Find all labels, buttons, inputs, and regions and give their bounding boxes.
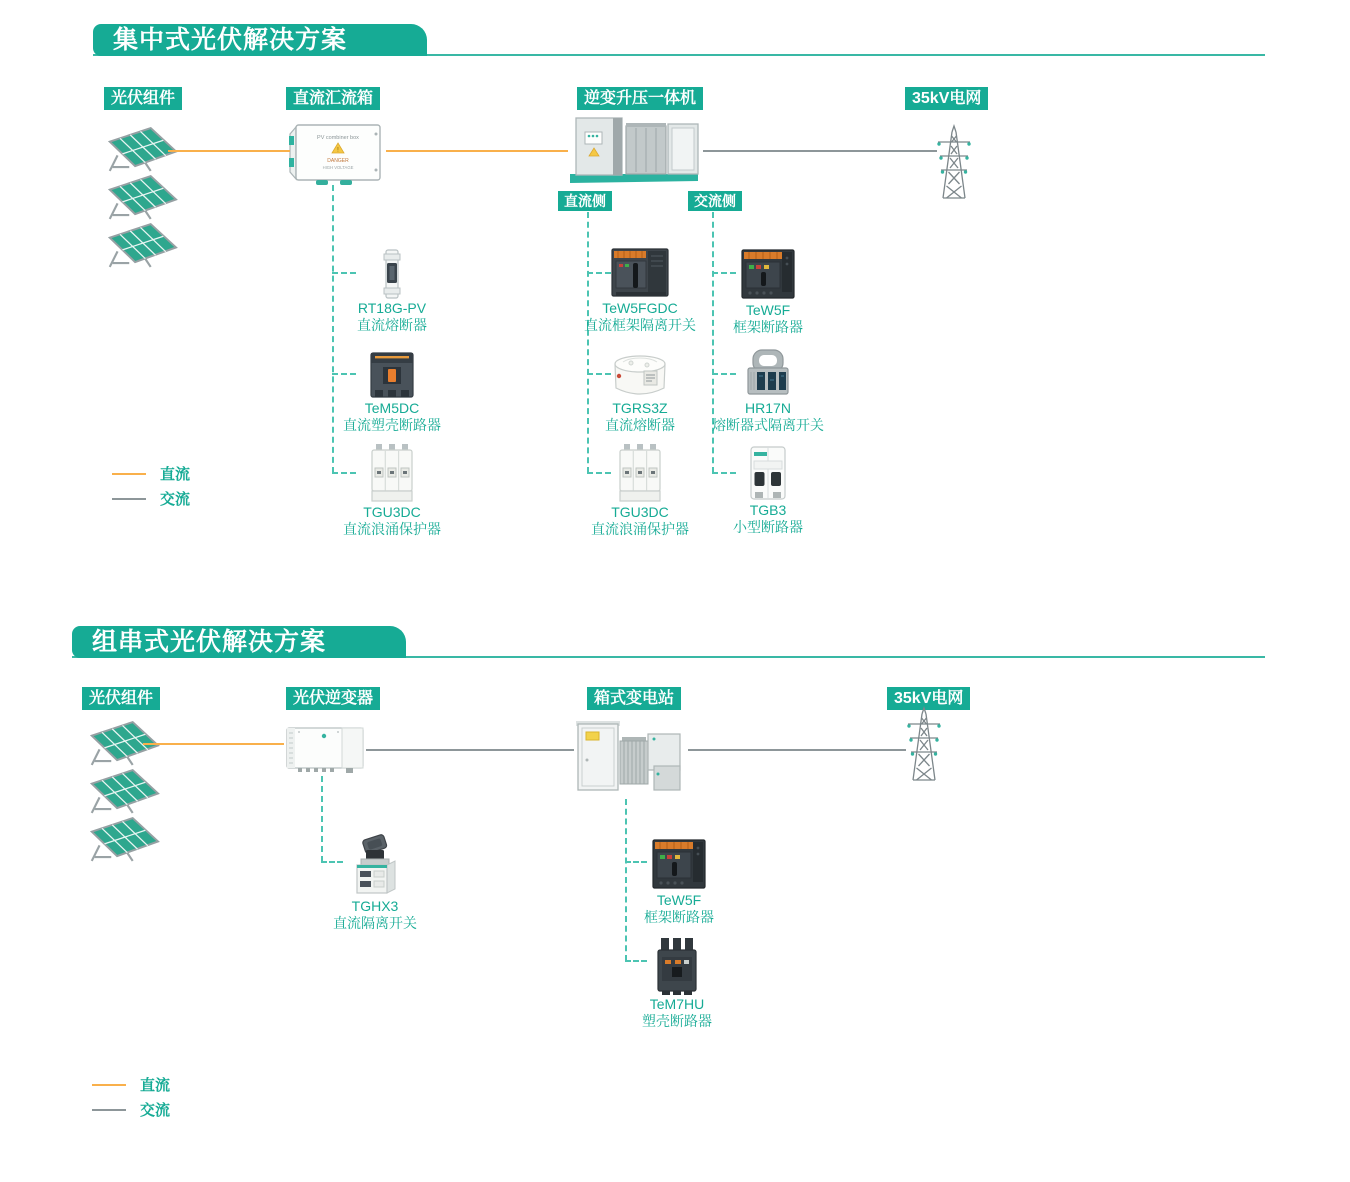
- product-name: 直流隔离开关: [333, 915, 417, 931]
- legend-dc-row: [112, 461, 190, 486]
- dc-combiner-box-icon: [288, 122, 386, 186]
- product-tgu3dc: [312, 442, 472, 538]
- product-tew5f: [688, 246, 848, 336]
- product-name: 直流框架隔离开关: [584, 317, 696, 333]
- header-grid-1: 35kV电网: [905, 87, 988, 110]
- product-tgb3: [688, 444, 848, 536]
- product-rt18g-pv: [312, 246, 472, 334]
- legend-ac-row: [92, 1097, 170, 1122]
- product-name: 直流熔断器: [357, 317, 427, 333]
- product-name: 直流熔断器: [605, 417, 675, 433]
- box-substation-icon: [574, 718, 688, 798]
- pv-panel-icon: [82, 768, 160, 815]
- product-name: 直流塑壳断路器: [343, 417, 441, 433]
- product-name: 小型断路器: [733, 519, 803, 535]
- dc-wire: [386, 150, 568, 152]
- section1-title: 集中式光伏解决方案: [113, 26, 348, 54]
- dc-line-swatch: [92, 1084, 126, 1086]
- product-tem5dc: [312, 348, 472, 434]
- legend-dc-row: [92, 1072, 170, 1097]
- pv-panel-icon: [82, 816, 160, 863]
- tem5dc-image: [312, 348, 472, 400]
- combiner-box-warning2: HIGH VOLTAGE: [322, 165, 354, 170]
- product-model: TGHX3: [351, 898, 399, 914]
- product-name: 框架断路器: [733, 319, 803, 335]
- pv-panel-icon: [100, 126, 178, 173]
- ac-wire: [688, 749, 906, 751]
- product-model: HR17N: [745, 400, 791, 416]
- legend-dc-label: 直流: [160, 466, 191, 483]
- legend-2: [92, 1072, 170, 1122]
- badge-dc-side: 直流侧: [558, 191, 612, 211]
- ac-line-swatch: [92, 1109, 126, 1111]
- tew5f-image: [688, 246, 848, 302]
- product-model: TeW5F: [656, 892, 702, 908]
- badge-ac-side: 交流侧: [688, 191, 742, 211]
- product-model: TGB3: [749, 502, 787, 518]
- legend-ac-row: [112, 486, 190, 511]
- header-dc-combiner: 直流汇流箱: [286, 87, 380, 110]
- legend-ac-label: 交流: [160, 491, 191, 508]
- product-hr17n: [688, 348, 848, 434]
- product-name: 熔断器式隔离开关: [712, 417, 824, 433]
- pv-panel-icon: [100, 222, 178, 269]
- legend-1: [112, 461, 190, 511]
- rt18g-pv-image: [312, 246, 472, 300]
- dc-wire: [168, 150, 290, 152]
- header-pv-modules-2: 光伏组件: [82, 687, 160, 710]
- product-model: TeM5DC: [364, 400, 420, 416]
- combiner-box-label: PV combiner box: [317, 135, 359, 141]
- header-box-substation: 箱式变电站: [587, 687, 681, 710]
- section1-title-bar: [93, 24, 427, 56]
- product-model: TeW5FGDC: [602, 300, 678, 316]
- tghx3-image: [295, 834, 455, 898]
- product-model: TeM7HU: [649, 996, 705, 1012]
- tgb3-image: [688, 444, 848, 502]
- header-inverter-booster: 逆变升压一体机: [577, 87, 703, 110]
- hr17n-image: [688, 348, 848, 400]
- string-inverter-icon: [284, 724, 366, 774]
- header-pv-inverter: 光伏逆变器: [286, 687, 380, 710]
- section2-title-bar: [72, 626, 406, 658]
- tgu3dc-image: [312, 442, 472, 504]
- product-tew5f: [599, 836, 759, 926]
- product-model: TeW5F: [745, 302, 791, 318]
- product-model: TGRS3Z: [612, 400, 668, 416]
- combiner-box-warning: DANGER: [327, 158, 349, 164]
- inverter-booster-station-icon: [566, 112, 702, 190]
- tew5f-image: [599, 836, 759, 892]
- ac-line-swatch: [112, 498, 146, 500]
- dc-wire: [143, 743, 284, 745]
- svg-text:!: !: [337, 147, 339, 154]
- ac-wire: [366, 749, 574, 751]
- product-name: 直流浪涌保护器: [343, 521, 441, 537]
- header-grid-2: 35kV电网: [887, 687, 970, 710]
- legend-dc-label: 直流: [140, 1077, 171, 1094]
- transmission-tower-icon: [906, 706, 942, 782]
- ac-wire: [703, 150, 937, 152]
- transmission-tower-icon: [936, 124, 972, 200]
- pv-panel-icon: [100, 174, 178, 221]
- legend-ac-label: 交流: [140, 1102, 171, 1119]
- product-model: RT18G-PV: [357, 300, 427, 316]
- section2-title: 组串式光伏解决方案: [92, 628, 327, 656]
- product-name: 框架断路器: [644, 909, 714, 925]
- header-pv-modules-1: 光伏组件: [104, 87, 182, 110]
- dc-line-swatch: [112, 473, 146, 475]
- product-tem7hu: [597, 936, 757, 1030]
- tem7hu-image: [597, 936, 757, 996]
- product-tghx3: [295, 834, 455, 932]
- product-name: 直流浪涌保护器: [591, 521, 689, 537]
- product-model: TGU3DC: [611, 504, 669, 520]
- product-name: 塑壳断路器: [642, 1013, 712, 1029]
- product-model: TGU3DC: [363, 504, 421, 520]
